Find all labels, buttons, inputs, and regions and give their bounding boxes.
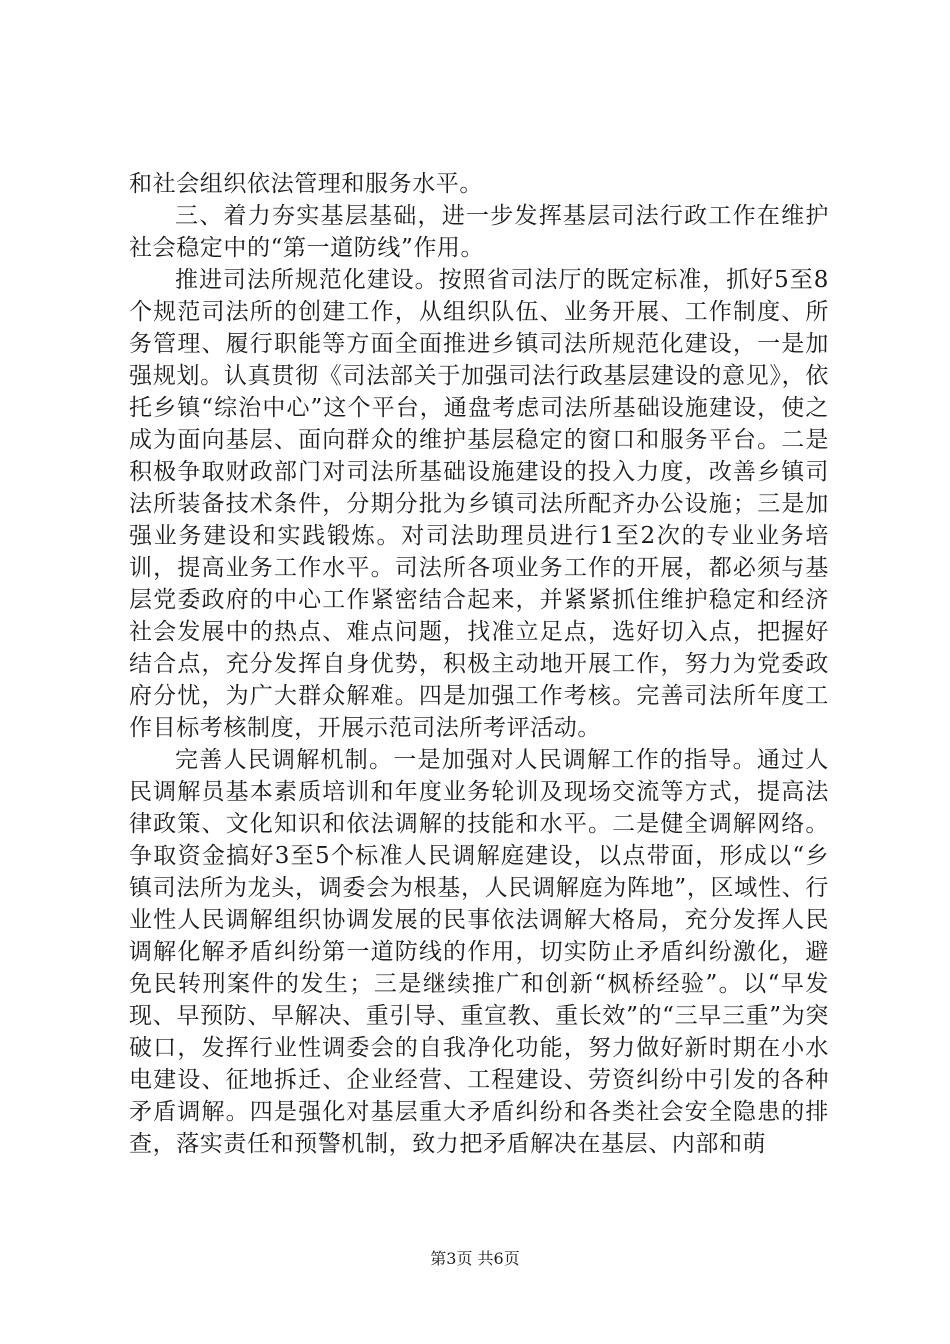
paragraph-mediation: 完善人民调解机制。一是加强对人民调解工作的指导。通过人民调解员基本素质培训和年度业务轮训及现场交流等方式，提高法律政策、文化知识和依法调解的技能和水平。二是健全调解网络。争取资金搞好3至5个标准人民调解庭建设，以点带面，形成以“乡镇司法所为龙头，调委会为根基，人民调解庭为阵地”，区域性、行业性人民调解组织协调发展的民事依法调解大格局，充分发挥人民调解化解矛盾纠纷第一道防线的作用，切实防止矛盾纠纷激化，避免民转刑案件的发生；三是继续推广和创新“枫桥经验”。以“早发现、早预防、早解决、重引导、重宣教、重长效”的“三早三重”为突破口，发挥行业性调委会的自我净化功能，努力做好新时期在小水电建设、征地拆迁、企业经营、工程建设、劳资纠纷中引发的各种矛盾调解。四是强化对基层重大矛盾纠纷和各类社会安全隐患的排查，落实责任和预警机制，致力把矛盾解决在基层、内部和萌 [129, 747, 829, 1157]
document-body [129, 168, 829, 1160]
paragraph-continuation: 和社会组织依法管理和服务水平。 [129, 171, 483, 197]
section-heading-3: 三、着力夯实基层基础，进一步发挥基层司法行政工作在维护社会稳定中的“第一道防线”作用。 [129, 203, 829, 261]
paragraph-judicial-office: 推进司法所规范化建设。按照省司法厅的既定标准，抓好5至8个规范司法所的创建工作，从组织队伍、业务开展、工作制度、所务管理、履行职能等方面全面推进乡镇司法所规范化建设，一是加强规划。认真贯彻《司法部关于加强司法行政基层建设的意见》，依托乡镇“综治中心”这个平台，通盘考虑司法所基础设施建设，使之成为面向基层、面向群众的维护基层稳定的窗口和服务平台。二是积极争取财政部门对司法所基础设施建设的投入力度，改善乡镇司法所装备技术条件，分期分批为乡镇司法所配齐办公设施；三是加强业务建设和实践锻炼。对司法助理员进行1至2次的专业业务培训，提高业务工作水平。司法所各项业务工作的开展，都必须与基层党委政府的中心工作紧密结合起来，并紧紧抓住维护稳定和经济社会发展中的热点、难点问题，找准立足点，选好切入点，把握好结合点，充分发挥自身优势，积极主动地开展工作，努力为党委政府分忧，为广大群众解难。四是加强工作考核。完善司法所年度工作目标考核制度，开展示范司法所考评活动。 [129, 267, 829, 741]
page-number-footer: 第3页 共6页 [430, 1249, 520, 1268]
